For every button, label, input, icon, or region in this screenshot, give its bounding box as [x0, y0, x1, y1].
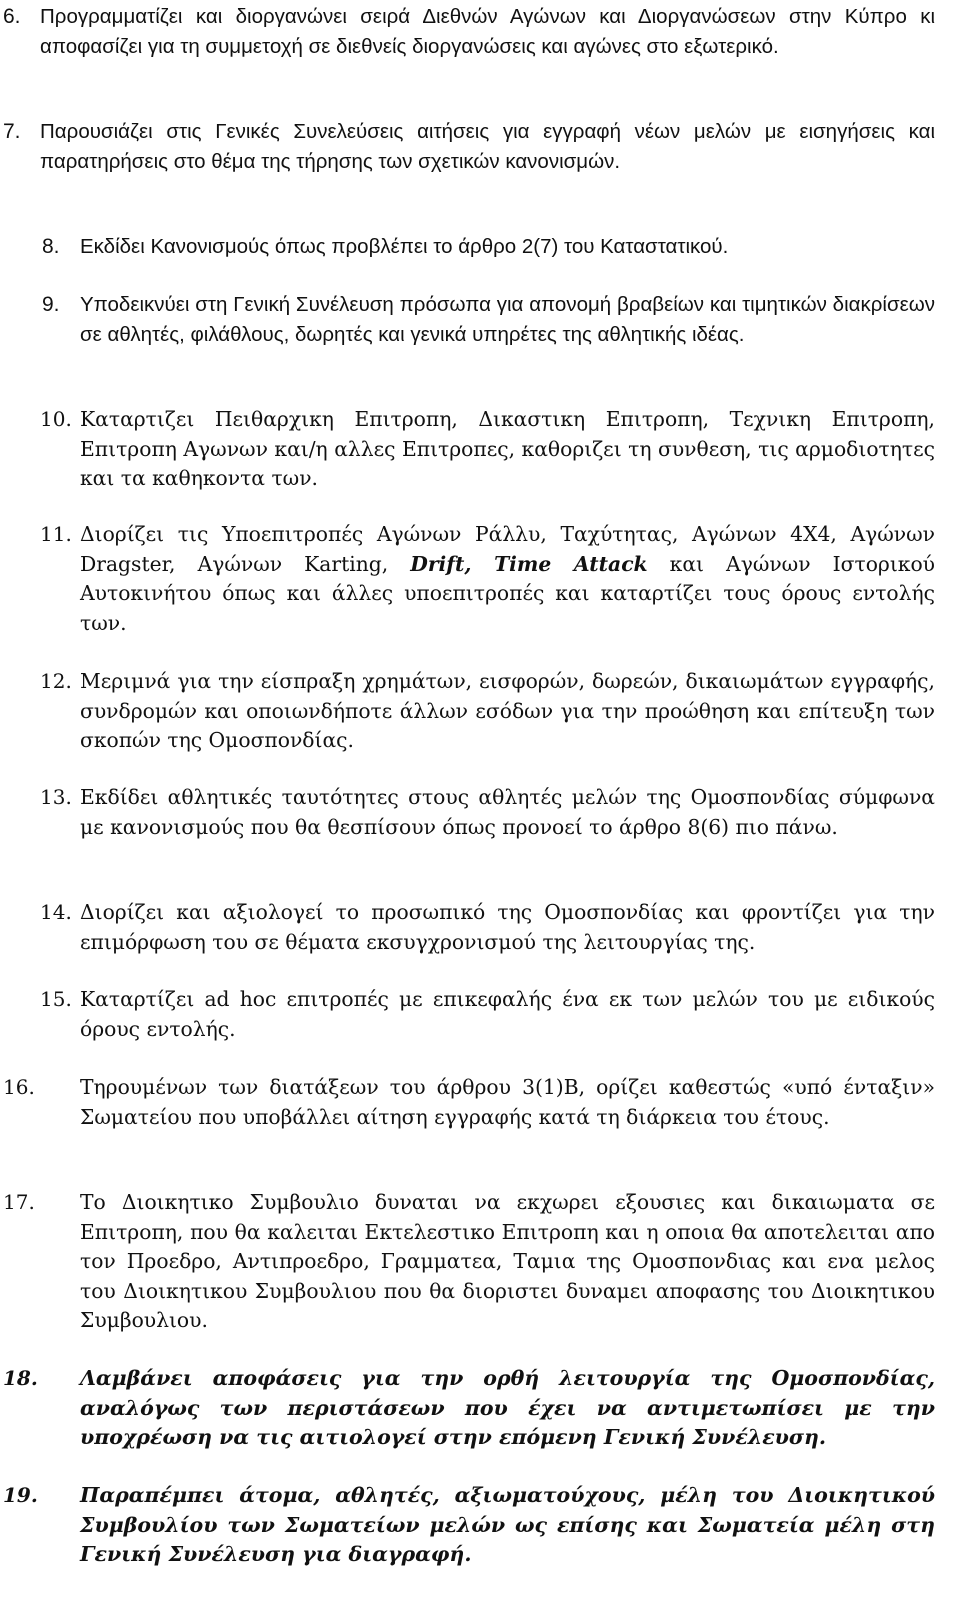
item-text: Εκδίδει Κανονισμούς όπως προβλέπει το άρθρο 2(7) του Καταστατικού. — [80, 235, 729, 258]
item-text — [80, 520, 935, 638]
item-text: Παραπέμπει άτομα, αθλητές, αξιωματούχους, μέλη του Διοικητικού Συμβουλίου των Σωματείων μελών ως επίσης και Σωματεία μέλη στη Γενική Συνέλευση για διαγραφή. — [80, 1483, 935, 1566]
item-number: 12. — [40, 669, 72, 693]
item-text: Καταρτιζει Πειθαρχικη Επιτροπη, Δικαστικη Επιτροπη, Τεχνικη Επιτροπη, Επιτροπη Αγωνων και/η αλλες Επιτροπες, καθοριζει τη συνθεση, τις αρμοδιοτητες και τα καθηκοντα των. — [80, 407, 935, 490]
item-number: 17. — [3, 1190, 35, 1214]
item-number: 6. — [3, 5, 21, 28]
item-text-emphasis: Drift, Time Attack — [410, 551, 648, 576]
item-text: Τηρουμένων των διατάξεων του άρθρου 3(1)Β, ορίζει καθεστώς «υπό ένταξιν» Σωματείου που υποβάλλει αίτηση εγγραφής κατά τη διάρκεια του έτους. — [80, 1075, 935, 1129]
item-text-before: Διορίζει τις Υποεπιτροπές Αγώνων Ράλλυ, Ταχύτητας, Αγώνων 4Χ4, Αγώνων Dragster, Αγώνων Karting, — [80, 522, 935, 576]
item-text: Διορίζει και αξιολογεί το προσωπικό της Ομοσπονδίας και φροντίζει για την επιμόρφωση του σε θέματα εκσυγχρονισμού της λειτουργίας της. — [80, 900, 935, 954]
item-number: 14. — [40, 900, 72, 924]
item-number: 13. — [40, 785, 72, 809]
item-number: 11. — [40, 522, 72, 546]
item-text: Παρουσιάζει στις Γενικές Συνελεύσεις αιτήσεις για εγγραφή νέων μελών με εισηγήσεις και παρατηρήσεις στο θέμα της τήρησης των σχετικών κανονισμών. — [40, 120, 935, 173]
item-number: 10. — [40, 407, 72, 431]
item-number: 19. — [3, 1483, 38, 1507]
item-text: Μεριμνά για την είσπραξη χρημάτων, εισφορών, δωρεών, δικαιωμάτων εγγραφής, συνδρομών και οποιωνδήποτε άλλων εσόδων για την προώθηση και επίτευξη των σκοπών της Ομοσπονδίας. — [80, 669, 935, 752]
item-text: Λαμβάνει αποφάσεις για την ορθή λειτουργία της Ομοσπονδίας, αναλόγως των περιστάσεων που έχει να αντιμετωπίσει με την υποχρέωση να τις αιτιολογεί στην επόμενη Γενική Συνέλευση. — [80, 1366, 935, 1449]
item-text: Καταρτίζει ad hoc επιτροπές με επικεφαλής ένα εκ των μελών του με ειδικούς όρους εντολής. — [80, 987, 935, 1041]
item-number: 18. — [3, 1366, 38, 1390]
item-text: Εκδίδει αθλητικές ταυτότητες στους αθλητές μελών της Ομοσπονδίας σύμφωνα με κανονισμούς που θα θεσπίσουν όπως προνοεί το άρθρο 8(6) πιο πάνω. — [80, 785, 935, 839]
item-number: 8. — [42, 235, 60, 258]
item-number: 7. — [3, 120, 21, 143]
item-text: Το Διοικητικο Συμβουλιο δυναται να εκχωρει εξουσιες και δικαιωματα σε Επιτροπη, που θα καλειται Εκτελεστικο Επιτροπη και η οποια θα αποτελειται απο τον Προεδρο, Αντιπροεδρο, Γραμματεα, Ταμια της Ομοσπονδιας και ενα μελος του Διοικητικου Συμβουλιου που θα διοριστει δυναμει αποφασης του Διοικητικου Συμβουλιου. — [80, 1190, 935, 1332]
item-number: 9. — [42, 293, 60, 316]
item-text: Υποδεικνύει στη Γενική Συνέλευση πρόσωπα για απονομή βραβείων και τιμητικών διακρίσεων σε αθλητές, φιλάθλους, δωρητές και γενικά υπηρέτες της αθλητικής ιδέας. — [80, 293, 935, 346]
item-number: 16. — [3, 1075, 35, 1099]
item-number: 15. — [40, 987, 72, 1011]
item-text-after: και Αγώνων Ιστορικού Αυτοκινήτου όπως και άλλες υποεπιτροπές και καταρτίζει τους όρους εντολής των. — [80, 551, 935, 635]
item-text: Προγραμματίζει και διοργανώνει σειρά Διεθνών Αγώνων και Διοργανώσεων στην Κύπρο κι αποφασίζει για τη συμμετοχή σε διεθνείς διοργανώσεις και αγώνες στο εξωτερικό. — [40, 5, 935, 58]
